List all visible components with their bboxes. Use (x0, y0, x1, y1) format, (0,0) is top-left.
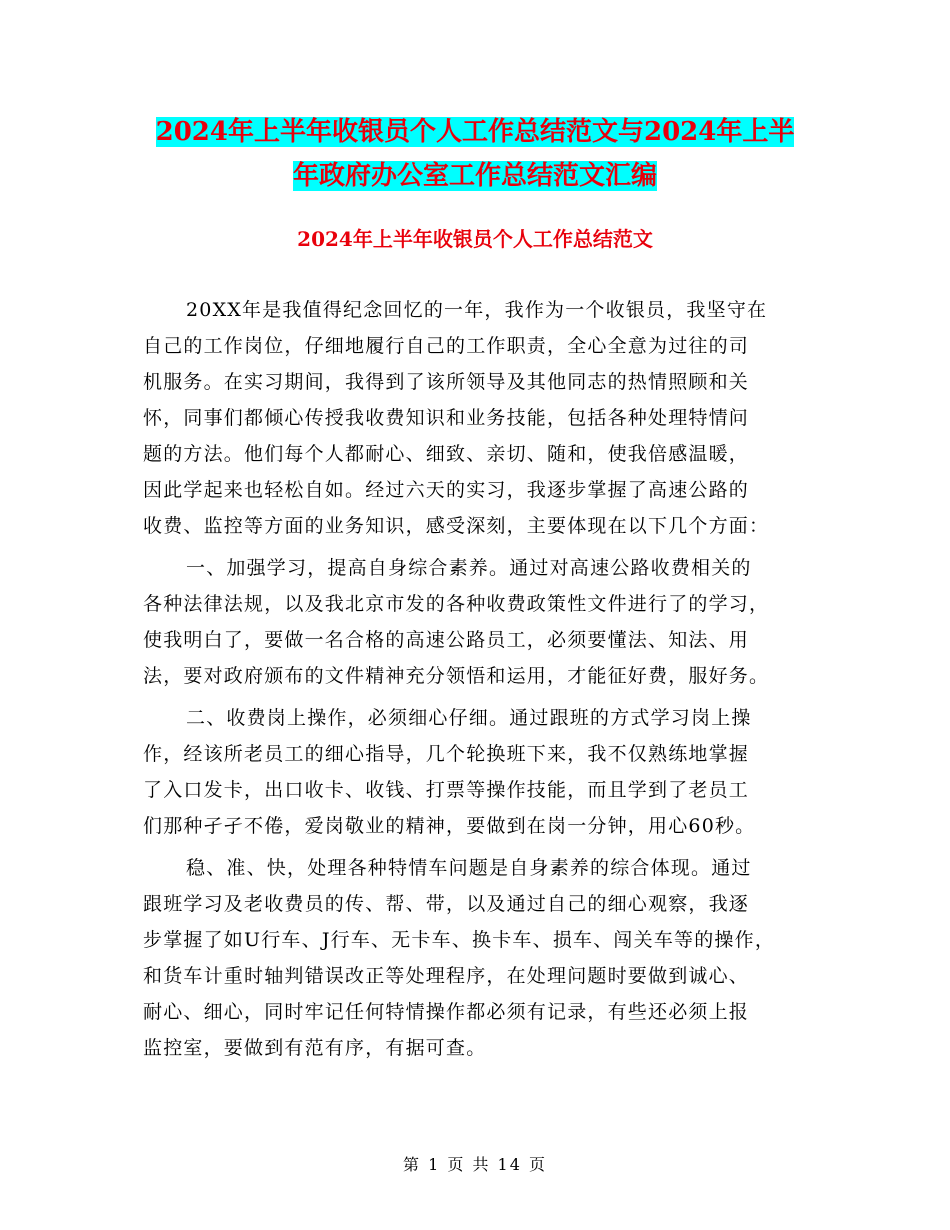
document-title-text-2: 年政府办公室工作总结范文汇编 (292, 161, 657, 191)
paragraph-line: 机服务。在实习期间，我得到了该所领导及其他同志的热情照顾和关 (143, 371, 750, 393)
document-title-text-1: 2024年上半年收银员个人工作总结范文与2024年上半 (155, 117, 795, 147)
paragraph-line: 自己的工作岗位，仔细地履行自己的工作职责，全心全意为过往的司 (143, 335, 750, 357)
paragraph-line: 各种法律法规，以及我北京市发的各种收费政策性文件进行了的学习， (143, 593, 770, 615)
document-title-line-1 (100, 109, 850, 155)
section-heading: 2024年上半年收银员个人工作总结范文 (297, 227, 653, 251)
paragraph-line: 法，要对政府颁布的文件精神充分领悟和运用，才能征好费，服好务。 (143, 665, 770, 687)
page-number-footer: 第 1 页 共 14 页 (403, 1155, 547, 1174)
paragraph-line: 使我明白了，要做一名合格的高速公路员工，必须要懂法、知法、用 (143, 629, 750, 651)
paragraph-line: 跟班学习及老收费员的传、帮、带，以及通过自己的细心观察，我逐 (143, 893, 750, 915)
paragraph-line: 怀，同事们都倾心传授我收费知识和业务技能，包括各种处理特情问 (143, 407, 750, 429)
paragraph-line: 了入口发卡，出口收卡、收钱、打票等操作技能，而且学到了老员工 (143, 779, 750, 801)
paragraph-line: 稳、准、快，处理各种特情车问题是自身素养的综合体现。通过 (186, 857, 752, 879)
paragraph-line: 们那种孑孑不倦，爱岗敬业的精神，要做到在岗一分钟，用心60秒。 (143, 815, 756, 837)
paragraph-line: 一、加强学习，提高自身综合素养。通过对高速公路收费相关的 (186, 557, 752, 579)
paragraph-line: 20XX年是我值得纪念回忆的一年，我作为一个收银员，我坚守在 (186, 299, 768, 321)
paragraph-line: 因此学起来也轻松自如。经过六天的实习，我逐步掌握了高速公路的 (143, 479, 750, 501)
paragraph-line: 题的方法。他们每个人都耐心、细致、亲切、随和，使我倍感温暖， (143, 443, 750, 465)
paragraph-line: 作，经该所老员工的细心指导，几个轮换班下来，我不仅熟练地掌握 (143, 743, 750, 765)
paragraph-line: 步掌握了如U行车、J行车、无卡车、换卡车、损车、闯关车等的操作， (143, 929, 776, 951)
paragraph-line: 监控室，要做到有范有序，有据可查。 (143, 1037, 487, 1059)
paragraph-line: 收费、监控等方面的业务知识，感受深刻，主要体现在以下几个方面： (143, 515, 770, 537)
document-title-line-2 (100, 153, 850, 199)
paragraph-line: 耐心、细心，同时牢记任何特情操作都必须有记录，有些还必须上报 (143, 1001, 750, 1023)
paragraph-line: 和货车计重时轴判错误改正等处理程序，在处理问题时要做到诚心、 (143, 965, 750, 987)
paragraph-line: 二、收费岗上操作，必须细心仔细。通过跟班的方式学习岗上操 (186, 707, 752, 729)
